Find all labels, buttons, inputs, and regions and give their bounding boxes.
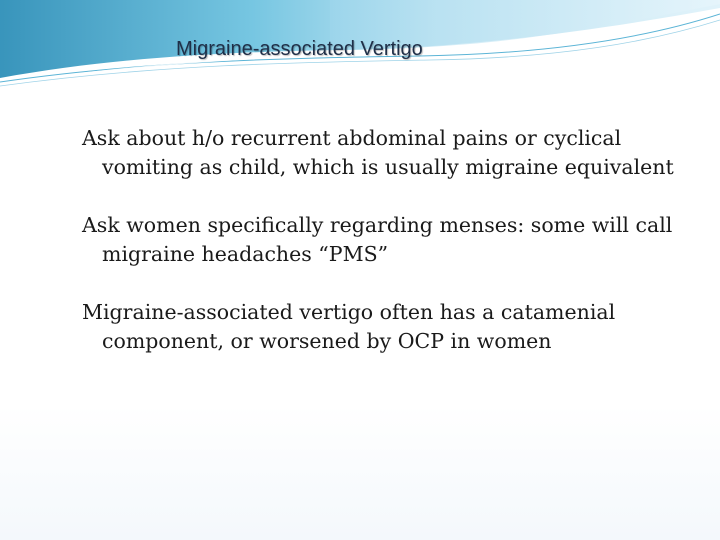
body-paragraph: Migraine-associated vertigo often has a catamenial component, or worsened by OCP in women [82, 300, 616, 353]
slide-title: Migraine-associated Vertigo [176, 38, 423, 60]
body-paragraph: Ask women specifically regarding menses: some will call migraine headaches “PMS” [82, 213, 673, 266]
body-paragraph: Ask about h/o recurrent abdominal pains or cyclical vomiting as child, which is usually migraine equivalent [82, 126, 674, 179]
slide-body-list [82, 124, 692, 385]
